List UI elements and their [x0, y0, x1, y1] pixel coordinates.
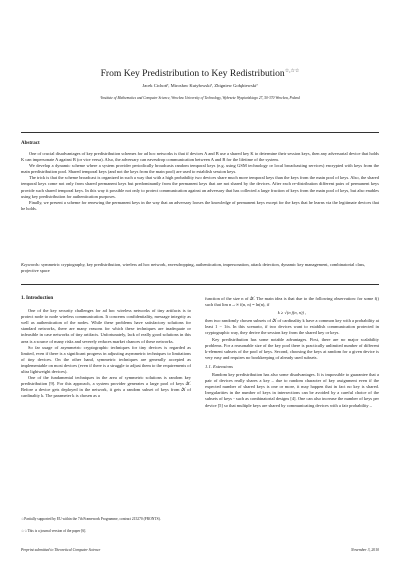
keywords	[21, 262, 379, 274]
abstract-paragraph: The trick is that the scheme broadcast is organized in such a way that with a high probability two devices share much more temporal keys than the keys from the main pool of keys. Also, the shared temporal keys come not only from shared permanent keys but predominantly from the permanent keys that are not shared by the devices. After each re-distribution different pairs of permanent keys provide such shared temporal keys. In this way it possible not only to protect communication against an adversary that has collected a large fraction of keys from the main pool of keys, but also enables using key predistribution for authentication purposes.	[21, 175, 379, 199]
footer-date: November 3, 2010	[351, 548, 379, 552]
section-heading: 1. Introduction	[21, 296, 54, 301]
body-paragraph: So far usage of asymmetric cryptographic techniques for tiny devices is regarded as limited, even if there is a significant progress in adjusting asymmetric techniques to limitations of tiny devices. On the other hand, symmetric techniques are generally accepted as implementable on most devices (even if there is a struggle to adjust them to the requirements of ultra lightweight devices).	[21, 344, 191, 375]
keywords-label: Keywords:	[21, 262, 41, 267]
footer-journal: Preprint submitted to Theoretical Computer Science	[21, 548, 101, 552]
abstract-heading: Abstract	[21, 141, 40, 146]
body-paragraph: function of the size n of 𝒦. The main idea is that due to the following observation: for some f() such that lim n→∞ f(n, n) = ln(n), if	[205, 296, 379, 308]
divider-top	[21, 132, 379, 133]
formula: k ≥ √(n f(n, n)) ,	[277, 310, 307, 316]
subsection-heading: 1.1. Extensions	[205, 363, 233, 369]
body-paragraph: One of the fundamental techniques in the area of symmetric solutions is random key predistribution [9]. For this approach, a system provider generates a large pool of keys 𝒦. Before a device gets deployed in the network, it gets a random subset of keys from 𝒦 of cardinality k. The parameter k is chosen as a	[21, 375, 191, 399]
body-paragraph: Key predistribution has some notable advantages. First, there are no major scalability problems. For a reasonable size of the key pool there is practically unlimited number of different k-element subsets of the pool of keys. Second, choosing the keys at random for a given device is very easy and requires no bookkeeping of already used subsets.	[205, 336, 379, 360]
left-column	[21, 296, 191, 400]
affiliation: ªInstitute of Mathematics and Computer Science, Wrocław University of Technology, Wybrzeże Wyspiańskiego 27, 50-370 Wrocław, Poland	[100, 96, 300, 100]
title-footnote-marks: ☆,☆☆	[284, 69, 300, 74]
footnote-1: ☆Partially supported by EU within the 7th Framework Programme, contract 215270 (FRONTS).	[21, 517, 161, 521]
footnote-2: ☆☆This is a journal version of the paper [6].	[21, 529, 87, 533]
body-paragraph: Random key predistribution has also some disadvantages. It is impossible to guarantee that a pair of devices really shares a key – due to random character of key assignment even if the expected number of shared keys is one or more, it may happen that in fact no key is shared. Irregularities in the number of keys in intersections can be avoided by a careful choice of the subsets of keys - such as combinatorial designs [4]. One can also increase the number of keys per device [5] so that multiple keys are shared by communicating devices with a fair probability –	[205, 372, 379, 408]
abstract-paragraph: We develop a dynamic scheme where a system provider periodically broadcasts random temporal keys (e.g. using GSM technology or local broadcasting services) encrypted with keys from the main predistribution pool. Shared temporal keys (and not the keys from the main pool) are used to establish session keys.	[21, 163, 379, 175]
abstract-paragraph: Finally, we present a scheme for renewing the permanent keys in the way that an adversary looses the knowledge of permanent keys except for the keys that he learns via the legitimate devices that he holds.	[21, 199, 379, 211]
paper-title	[0, 66, 400, 80]
authors: Jacek Cichońª, Mirosław Kutyłowskiª, Zbigniew Gołębiewskiª	[142, 83, 258, 88]
body-paragraph: One of the key security challenges for ad hoc wireless networks of tiny artifacts is to protect node to node wireless communication. It concerns confidentiality, message integrity as well as authentication of the nodes. While these problems have satisfactory solutions for standard networks, there are many reasons for which these techniques are inadequate or infeasible in case networks of tiny artifacts. Unfortunately, lack of really good solutions in this area is a source of many risks and severely reduces market chances of these networks.	[21, 308, 191, 344]
divider-bottom	[21, 284, 379, 285]
abstract	[21, 151, 379, 212]
body-paragraph: then two randomly chosen subsets of 𝒦 of cardinality k have a common key with a probability at least 1 − 1/n. In this scenario, if two devices want to establish communication protected in cryptographic way, they derive the session key from the shared key or keys.	[205, 318, 379, 336]
title-text: From Key Predistribution to Key Redistribution	[100, 68, 285, 80]
right-column	[205, 296, 379, 409]
keywords-text: symmetric cryptography, key predistribution, wireless ad hoc network, eavesdropping, authentication, impersonation, attack detection, dynamic key management, combinatorial class, projective space	[21, 262, 366, 274]
abstract-paragraph: One of crucial disadvantages of key predistribution schemes for ad hoc networks is that if devices A and B use a shared key K to determine their session keys, then any adversarial device that holds K can impersonate A against B (or vice versa). Also, the adversary can eavesdrop communication between A and B for the lifetime of the system.	[21, 151, 379, 163]
